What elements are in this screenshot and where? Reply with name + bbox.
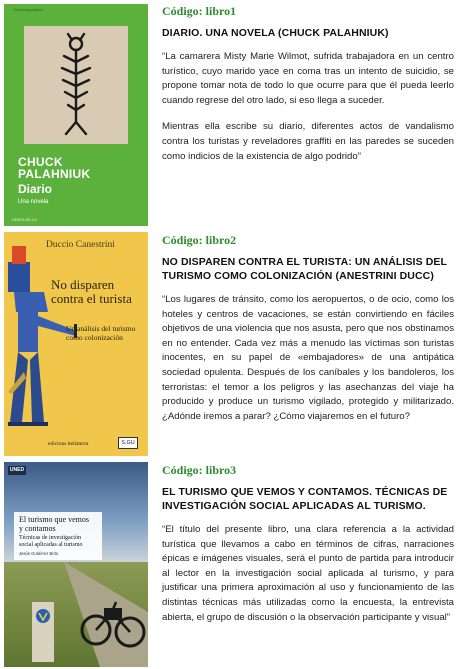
cover-subtitle-line1: Un análisis del turismo: [66, 324, 136, 333]
cover-subtitle: Una novela: [18, 199, 49, 205]
fish-skeleton-icon: [24, 26, 128, 144]
cover-author-line1: CHUCK: [18, 155, 63, 169]
book-cover-turismo-que-vemos: [4, 462, 148, 667]
book-paragraph: Mientras ella escribe su diario, diferentes actos de vandalismo contra los turistas y reveladores graffiti en las paredes se suceden como indicios de la existencia de algo podrido”: [162, 121, 454, 162]
cover-author: Duccio Canestrini: [46, 240, 115, 250]
cover-title: [51, 278, 132, 306]
book-cover-no-disparen: [4, 232, 148, 456]
book-title: DIARIO. UNA NOVELA (CHUCK PALAHNIUK): [162, 27, 389, 39]
cover-title-line1: No disparen: [51, 277, 115, 292]
book-title: EL TURISMO QUE VEMOS Y CONTAMOS. TÉCNICAS DE INVESTIGACIÓN SOCIAL APLICADAS AL TURISMO.: [162, 486, 448, 512]
cover-publisher: DEBOLSILLO: [12, 217, 37, 222]
cover-title-line2: y contamos: [19, 523, 56, 533]
book-title: NO DISPAREN CONTRA EL TURISTA: UN ANÁLISIS DEL TURISMO COMO COLONIZACIÓN (ANESTRINI DUCC): [162, 256, 447, 282]
book-code: Código: libro3: [162, 463, 237, 477]
book-text-1: [162, 4, 454, 164]
cover-title-line2: contra el turista: [51, 291, 132, 306]
book-code: Código: libro1: [162, 4, 237, 18]
bicycle-illustration: [4, 462, 148, 667]
cover-author-line2: PALAHNIUK: [18, 167, 91, 181]
book-paragraph: “Los lugares de tránsito, como los aeropuertos, o de ocio, como los hoteles y centros de vacaciones, se están convirtiendo en fáciles objetivos de una violencia que nos asusta, pero que nos obstinamos en no entender. Cada vez más a menudo las víctimas son turistas inocentes, en su papel de «embajadores» de una antipática sociedad opulenta. Después de los caníbales y los bandoleros, los terroristas: el temor a los peligros y las asechanzas del viaje ha producido y produce un turismo vigilado, protegido y militarizado. ¿Adónde iremos a parar? ¿Cómo viajaremos en el futuro?: [162, 294, 454, 422]
cover-subtitle-line2: como colonización: [66, 333, 123, 342]
book-paragraph: “La camarera Misty Marie Wilmot, sufrida trabajadora en un centro turístico, cuyo marido yace en coma tras un intento de suicidio, se propone tomar nota de todo lo que ocurre para que él pueda leerlo cuando regrese del otro lado, si eso llega a suceder.: [162, 51, 454, 106]
cover-subtitle: [66, 324, 135, 342]
cover-author: [18, 156, 90, 180]
book-text-3: [162, 463, 454, 625]
cover-subtitle-line1: Técnicas de investigación: [19, 535, 81, 541]
cover-publisher: edicions bellaterra: [48, 441, 89, 447]
cover-title: Diario: [18, 182, 53, 196]
cover-author: Jesús Gutiérrez Brito: [19, 550, 59, 556]
uned-logo: UNED: [9, 467, 25, 473]
book-paragraph: “El título del presente libro, una clara referencia a la actividad turística que llevamos a cabo en términos de cifras, narraciones épicas e imágenes visuales, será el punto de partida para introducir al lector en la investigación social aplicada al turismo, y para justificar una primera aproximación al uso y funcionamiento de las distintas técnicas más utilizadas como la encuesta, la entrevista abierta, el grupo de discusión o la observación participante y visual”: [162, 524, 454, 623]
cover-subtitle-line2: social aplicadas al turismo: [19, 541, 83, 548]
cover-collection-label: Contemporánea: [14, 7, 43, 12]
book-text-2: [162, 233, 454, 424]
book-cover-diario: [4, 4, 148, 226]
book-code: Código: libro2: [162, 233, 237, 247]
cover-title-box: [14, 512, 102, 560]
egyptian-god-illustration: [4, 232, 148, 456]
cover-illustration-panel: [24, 26, 128, 144]
cover-collection-badge: S.GU: [118, 437, 138, 449]
cover-title-line1: El turismo que vemos: [19, 515, 89, 524]
cover-title: [19, 516, 97, 533]
cover-subtitle: [19, 535, 97, 549]
